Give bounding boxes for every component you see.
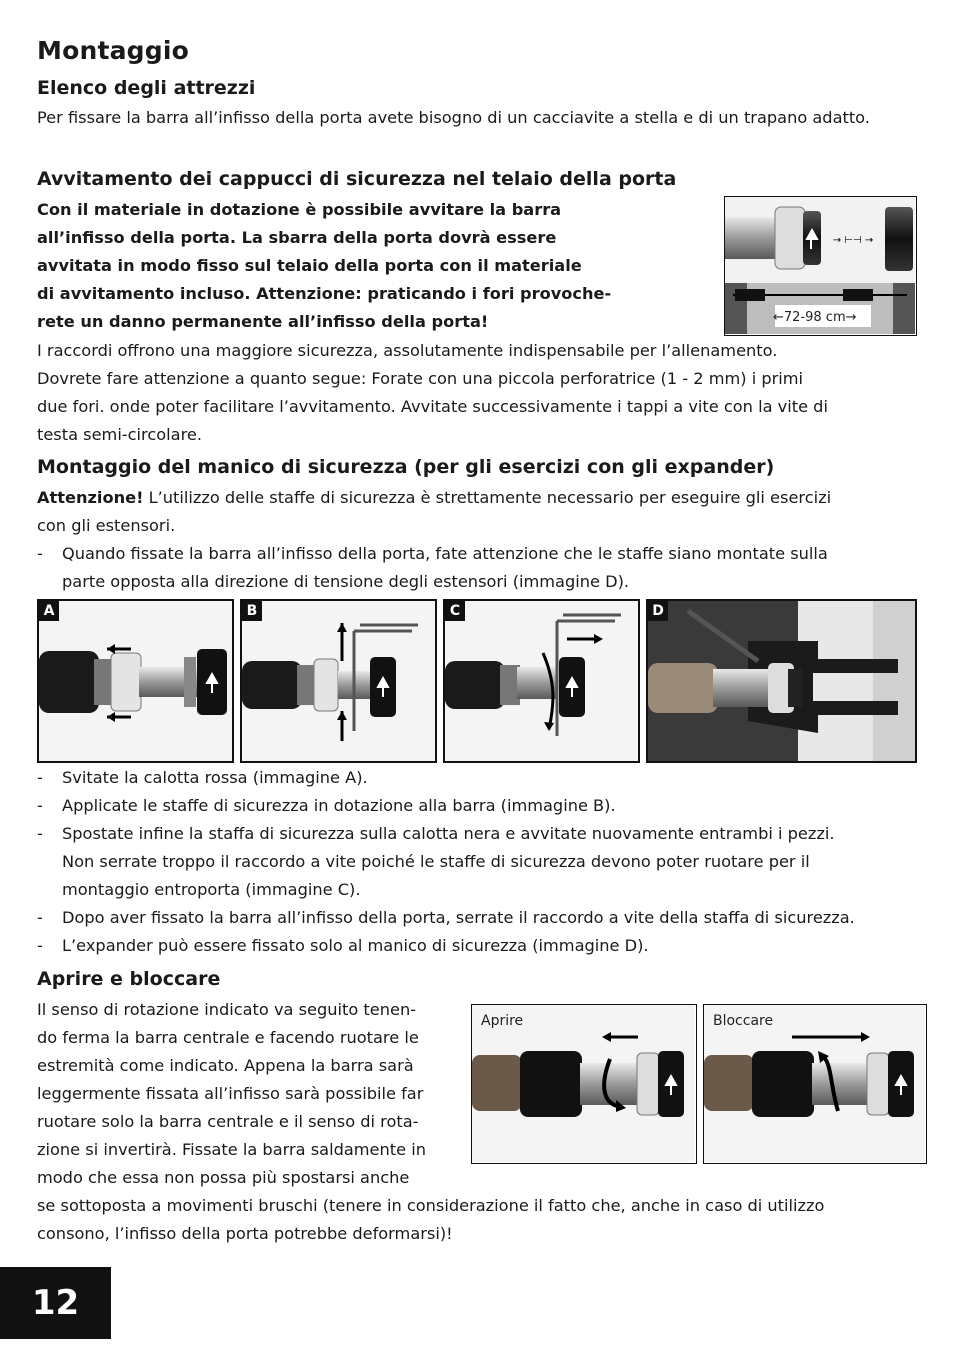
step-line: montaggio entroporta (immagine C). <box>62 880 361 899</box>
caps-text-line: testa semi-circolare. <box>37 425 202 444</box>
figure-c-illustration <box>445 601 638 761</box>
attention-text: L’utilizzo delle staffe di sicurezza è strettamente necessario per eseguire gli esercizi <box>143 488 832 507</box>
caps-text-line: due fori. onde poter facilitare l’avvitamento. Avvitate successivamente i tappi a vite con la vite di <box>37 397 828 416</box>
open-lock-line: Il senso di rotazione indicato va seguito tenen- <box>37 1000 417 1019</box>
steps-list <box>37 764 927 960</box>
figure-a-illustration <box>39 601 232 761</box>
open-lock-line: ruotare solo la barra centrale e il senso di rota- <box>37 1112 419 1131</box>
step-item <box>37 820 927 904</box>
figure-b-letter: B <box>242 601 262 621</box>
step-line: - Spostate infine la staffa di sicurezza sulla calotta nera e avvitate nuovamente entrambi i pezzi. <box>62 824 835 843</box>
open-lock-line: estremità come indicato. Appena la barra sarà <box>37 1056 414 1075</box>
caps-text-line: I raccordi offrono una maggiore sicurezza, assolutamente indispensabile per l’allenamento. <box>37 341 778 360</box>
figure-d-illustration <box>648 601 915 761</box>
figure-lock-label: Bloccare <box>713 1013 774 1029</box>
step-item <box>37 932 927 960</box>
caps-warning-line: di avvitamento incluso. Attenzione: praticando i fori provoche- <box>37 284 612 303</box>
open-lock-text-wide <box>37 1192 927 1248</box>
open-lock-line: se sottoposta a movimenti bruschi (tenere in considerazione il fatto che, anche in caso di utilizzo <box>37 1196 825 1215</box>
tools-heading: Elenco degli attrezzi <box>37 77 256 99</box>
caps-warning-line: Con il materiale in dotazione è possibile avvitare la barra <box>37 200 562 219</box>
caps-warning-line: all’infisso della porta. La sbarra della porta dovrà essere <box>37 228 557 247</box>
handle-bullet <box>37 540 927 596</box>
attention-label: Attenzione! <box>37 488 144 507</box>
tools-text: Per fissare la barra all’infisso della porta avete bisogno di un cacciavite a stella e di un trapano adatto. <box>37 108 870 127</box>
step-line: - Dopo aver fissato la barra all’infisso della porta, serrate il raccordo a vite della staffa di sicurezza. <box>62 908 855 927</box>
caps-figure-measure: ←72-98 cm→ <box>773 310 857 325</box>
handle-heading: Montaggio del manico di sicurezza (per gli esercizi con gli expander) <box>37 456 775 478</box>
figure-b-illustration <box>242 601 435 761</box>
figure-lock <box>703 1004 927 1164</box>
figure-a-letter: A <box>39 601 59 621</box>
page-title: Montaggio <box>37 36 190 65</box>
open-lock-line: consono, l’infisso della porta potrebbe deformarsi)! <box>37 1224 453 1243</box>
caps-warning-line: rete un danno permanente all’infisso della porta! <box>37 312 489 331</box>
step-item <box>37 764 927 792</box>
open-lock-line: zione si invertirà. Fissate la barra saldamente in <box>37 1140 426 1159</box>
caps-text <box>37 337 927 449</box>
figure-open-label: Aprire <box>481 1013 524 1029</box>
caps-heading: Avvitamento dei cappucci di sicurezza nel telaio della porta <box>37 168 677 190</box>
open-lock-line: modo che essa non possa più spostarsi anche <box>37 1168 410 1187</box>
handle-attention <box>37 484 927 596</box>
step-line: - Applicate le staffe di sicurezza in dotazione alla barra (immagine B). <box>62 796 616 815</box>
figure-b <box>240 599 437 763</box>
figure-d <box>646 599 917 763</box>
handle-attention-line: con gli estensori. <box>37 516 176 535</box>
step-item <box>37 904 927 932</box>
figure-c <box>443 599 640 763</box>
caps-warning <box>37 196 737 336</box>
step-line: - Svitate la calotta rossa (immagine A). <box>62 768 368 787</box>
step-line: - L’expander può essere fissato solo al manico di sicurezza (immagine D). <box>62 936 649 955</box>
open-lock-line: leggermente fissata all’infisso sarà possibile far <box>37 1084 424 1103</box>
page-number: 12 <box>0 1267 111 1339</box>
figure-d-letter: D <box>648 601 668 621</box>
caps-warning-line: avvitata in modo fisso sul telaio della porta con il materiale <box>37 256 582 275</box>
open-lock-line: do ferma la barra centrale e facendo ruotare le <box>37 1028 419 1047</box>
step-line: Non serrate troppo il raccordo a vite poiché le staffe di sicurezza devono poter ruotare per il <box>62 852 810 871</box>
svg-text:→ ⊢⊣ →: → ⊢⊣ → <box>832 235 874 246</box>
handle-bullet-line: parte opposta alla direzione di tensione degli estensori (immagine D). <box>62 572 630 591</box>
figure-a <box>37 599 234 763</box>
open-lock-text-narrow <box>37 996 469 1192</box>
figure-open <box>471 1004 697 1164</box>
caps-figure <box>724 196 917 336</box>
handle-bullet-line: - Quando fissate la barra all’infisso della porta, fate attenzione che le staffe siano montate sulla <box>62 544 828 563</box>
handle-attention-line <box>37 484 927 512</box>
step-item <box>37 792 927 820</box>
caps-text-line: Dovrete fare attenzione a quanto segue: Forate con una piccola perforatrice (1 - 2 mm) i primi <box>37 369 804 388</box>
open-lock-heading: Aprire e bloccare <box>37 968 221 990</box>
figure-c-letter: C <box>445 601 465 621</box>
